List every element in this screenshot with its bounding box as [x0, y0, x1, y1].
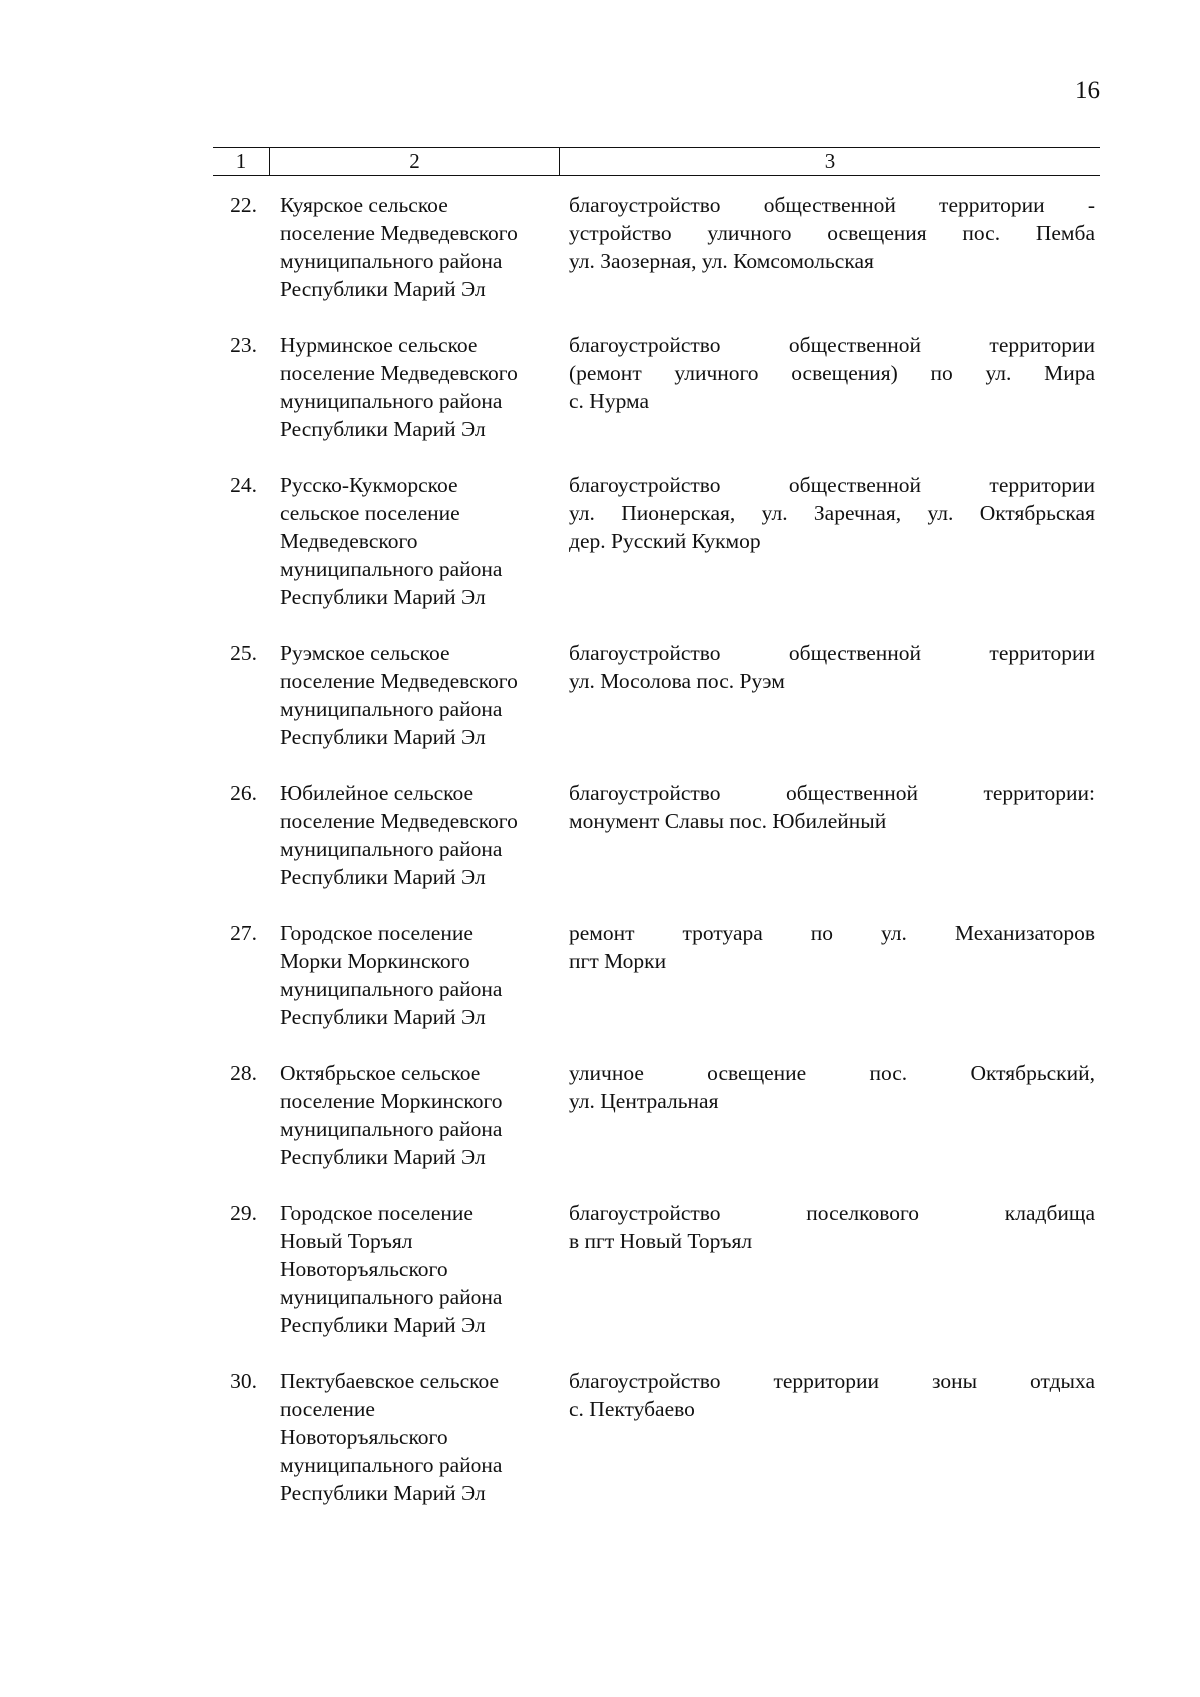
row-number: 23. — [230, 333, 257, 357]
work-description — [569, 1199, 1095, 1255]
work-description-line: пгт Морки — [569, 949, 667, 973]
header-col-2: 2 — [269, 148, 559, 175]
work-description — [569, 919, 1095, 975]
work-description-line: ул. Пионерская, ул. Заречная, ул. Октябрьская — [569, 501, 1095, 525]
municipality-name: Юбилейное сельское поселение Медведевского муниципального района Республики Марий Эл — [280, 781, 518, 889]
page-number: 16 — [1075, 77, 1100, 104]
table-row — [213, 191, 1100, 303]
work-description-line: ул. Центральная — [569, 1089, 719, 1113]
municipality-name: Русско-Кукморское сельское поселение Медведевского муниципального района Республики Марий Эл — [280, 473, 503, 609]
table-row — [213, 779, 1100, 891]
table-row — [213, 1199, 1100, 1339]
work-description-line: благоустройство общественной территории - — [569, 193, 1095, 217]
row-number: 24. — [230, 473, 257, 497]
work-description-line: в пгт Новый Торъял — [569, 1229, 753, 1253]
work-description-line: благоустройство общественной территории — [569, 641, 1095, 665]
municipality-name: Руэмское сельское поселение Медведевского муниципального района Республики Марий Эл — [280, 641, 518, 749]
work-description-line: благоустройство территории зоны отдыха — [569, 1369, 1095, 1393]
work-description — [569, 1367, 1095, 1423]
municipality-name: Нурминское сельское поселение Медведевского муниципального района Республики Марий Эл — [280, 333, 518, 441]
municipality-name: Октябрьское сельское поселение Моркинского муниципального района Республики Марий Эл — [280, 1061, 503, 1169]
table-body — [213, 191, 1100, 1535]
work-description — [569, 639, 1095, 695]
work-description — [569, 471, 1095, 555]
work-description-line: уличное освещение пос. Октябрьский, — [569, 1061, 1095, 1085]
table-row — [213, 639, 1100, 751]
work-description-line: благоустройство общественной территории — [569, 333, 1095, 357]
work-description-line: с. Нурма — [569, 389, 649, 413]
municipality-name: Куярское сельское поселение Медведевского муниципального района Республики Марий Эл — [280, 193, 518, 301]
municipality-name: Пектубаевское сельское поселение Новоторъяльского муниципального района Республики Марий Эл — [280, 1369, 503, 1505]
work-description-line: ул. Мосолова пос. Руэм — [569, 669, 785, 693]
work-description-line: (ремонт уличного освещения) по ул. Мира — [569, 361, 1095, 385]
table-header — [213, 147, 1100, 176]
table-row — [213, 471, 1100, 611]
row-number: 27. — [230, 921, 257, 945]
municipality-name: Городское поселение Морки Моркинского муниципального района Республики Марий Эл — [280, 921, 503, 1029]
row-number: 25. — [230, 641, 257, 665]
work-description-line: с. Пектубаево — [569, 1397, 695, 1421]
table-row — [213, 331, 1100, 443]
row-number: 28. — [230, 1061, 257, 1085]
municipality-name: Городское поселение Новый Торъял Новоторъяльского муниципального района Республики Марий Эл — [280, 1201, 503, 1337]
work-description — [569, 331, 1095, 415]
work-description-line: благоустройство общественной территории: — [569, 781, 1095, 805]
table-row — [213, 919, 1100, 1031]
row-number: 22. — [230, 193, 257, 217]
work-description — [569, 779, 1095, 835]
work-description — [569, 191, 1095, 275]
row-number: 26. — [230, 781, 257, 805]
header-col-3: 3 — [559, 148, 1100, 175]
work-description-line: благоустройство поселкового кладбища — [569, 1201, 1095, 1225]
row-number: 29. — [230, 1201, 257, 1225]
work-description-line: ремонт тротуара по ул. Механизаторов — [569, 921, 1095, 945]
work-description-line: монумент Славы пос. Юбилейный — [569, 809, 887, 833]
table-row — [213, 1367, 1100, 1507]
work-description-line: благоустройство общественной территории — [569, 473, 1095, 497]
header-col-1: 1 — [235, 149, 247, 173]
table-row — [213, 1059, 1100, 1171]
row-number: 30. — [230, 1369, 257, 1393]
work-description-line: ул. Заозерная, ул. Комсомольская — [569, 249, 874, 273]
work-description — [569, 1059, 1095, 1115]
work-description-line: устройство уличного освещения пос. Пемба — [569, 221, 1095, 245]
work-description-line: дер. Русский Кукмор — [569, 529, 761, 553]
